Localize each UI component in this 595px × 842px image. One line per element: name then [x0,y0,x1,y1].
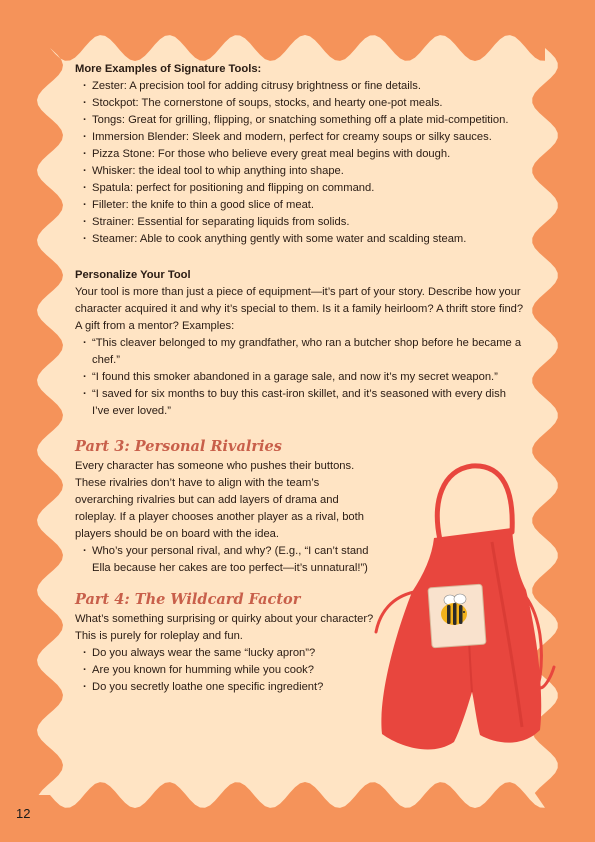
signature-tools-heading: More Examples of Signature Tools: [75,63,262,75]
part3-section [75,437,380,577]
part4-title: Part 4: The Wildcard Factor [75,591,301,608]
part4-body: What’s something surprising or quirky about your character? This is purely for roleplay and fun. [75,613,374,642]
part3-list [75,543,380,577]
list-item: · Stockpot: The cornerstone of soups, stocks, and hearty one-pot meals. [75,95,525,112]
list-item: · “I saved for six months to buy this cast-iron skillet, and it’s seasoned with every dish I’ve ever loved.” [75,386,525,420]
apron-neck-strap [437,466,512,540]
list-item: · Pizza Stone: For those who believe every great meal begins with dough. [75,146,525,163]
list-item: · “This cleaver belonged to my grandfather, who ran a butcher shop before he became a chef.” [75,335,525,369]
bee-icon [441,594,467,625]
part3-body: Every character has someone who pushes their buttons. These rivalries don’t have to align with the team’s overarching rivalries but can add layers of drama and roleplay. If a player chooses another player as a rival, both players should be on board with the idea. [75,460,364,540]
list-item: · Who’s your personal rival, and why? (E.g., “I can’t stand Ella because her cakes are too perfect—it’s unnatural!”) [75,543,380,577]
list-item: · Strainer: Essential for separating liquids from solids. [75,214,525,231]
page-number: 12 [16,806,31,821]
list-item: · Steamer: Able to cook anything gently with some water and scalding steam. [75,231,525,248]
list-item: · “I found this smoker abandoned in a garage sale, and now it’s my secret weapon.” [75,369,525,386]
personalize-body: Your tool is more than just a piece of equipment—it’s part of your story. Describe how your character acquired it and why it’s special to them. Is it a family heirloom? A thrift store find? A gift from a mentor? Examples: [75,286,524,332]
list-item: · Are you known for humming while you cook? [75,662,380,679]
part3-title: Part 3: Personal Rivalries [75,438,282,455]
list-item: · Spatula: perfect for positioning and flipping on command. [75,180,525,197]
part4-list [75,645,380,696]
personalize-heading: Personalize Your Tool [75,269,191,281]
personalize-examples-list [75,335,525,420]
list-item: · Tongs: Great for grilling, flipping, or snatching something off a plate mid-competition. [75,112,525,129]
apron-illustration [372,462,562,762]
list-item: · Zester: A precision tool for adding citrusy brightness or fine details. [75,78,525,95]
list-item: · Filleter: the knife to thin a good slice of meat. [75,197,525,214]
list-item: · Immersion Blender: Sleek and modern, perfect for creamy soups or silky sauces. [75,129,525,146]
personalize-section [75,267,525,420]
signature-tools-list [75,78,525,248]
list-item: · Do you secretly loathe one specific ingredient? [75,679,380,696]
signature-tools-section [75,61,525,248]
list-item: · Whisker: the ideal tool to whip anything into shape. [75,163,525,180]
part4-section [75,590,380,696]
list-item: · Do you always wear the same “lucky apron”? [75,645,380,662]
